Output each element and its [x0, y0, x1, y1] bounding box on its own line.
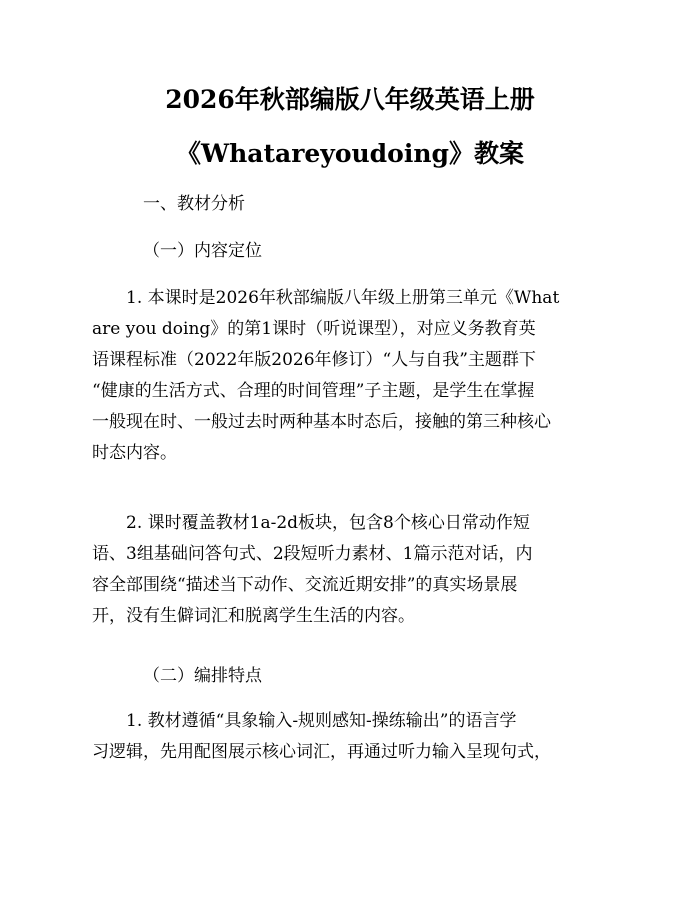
paragraph-1-line: 1. 本课时是2026年秋部编版八年级上册第三单元《What: [92, 288, 560, 308]
paragraph-3-line: 习逻辑，先用配图展示核心词汇，再通过听力输入呈现句式，: [92, 742, 551, 762]
subsection-heading-content-positioning: （一）内容定位: [143, 241, 262, 261]
document-title-line-2: 《Whatareyoudoing》教案: [176, 139, 524, 168]
paragraph-1-line: “健康的生活方式、合理的时间管理”子主题，是学生在掌握: [92, 381, 535, 401]
paragraph-3: [92, 706, 582, 768]
paragraph-1-line: 一般现在时、一般过去时两种基本时态后，接触的第三种核心: [92, 412, 551, 432]
paragraph-1-line: 时态内容。: [92, 443, 177, 463]
paragraph-2-line: 2. 课时覆盖教材1a-2d板块，包含8个核心日常动作短: [92, 513, 530, 533]
paragraph-2-line: 容全部围绕“描述当下动作、交流近期安排”的真实场景展: [92, 575, 518, 595]
section-heading-textbook-analysis: 一、教材分析: [143, 194, 245, 214]
paragraph-1-line: 语课程标准（2022年版2026年修订）“人与自我”主题群下: [92, 350, 536, 370]
paragraph-2: [92, 508, 582, 632]
paragraph-2-line: 开，没有生僻词汇和脱离学生生活的内容。: [92, 606, 415, 626]
paragraph-1-line: are you doing》的第1课时（听说课型），对应义务教育英: [92, 319, 536, 339]
paragraph-3-line: 1. 教材遵循“具象输入-规则感知-操练输出”的语言学: [92, 711, 517, 731]
document-title-line-1: 2026年秋部编版八年级英语上册: [165, 85, 535, 114]
paragraph-1: [92, 283, 582, 469]
subsection-heading-arrangement-features: （二）编排特点: [143, 666, 262, 686]
paragraph-2-line: 语、3组基础问答句式、2段短听力素材、1篇示范对话，内: [92, 544, 533, 564]
